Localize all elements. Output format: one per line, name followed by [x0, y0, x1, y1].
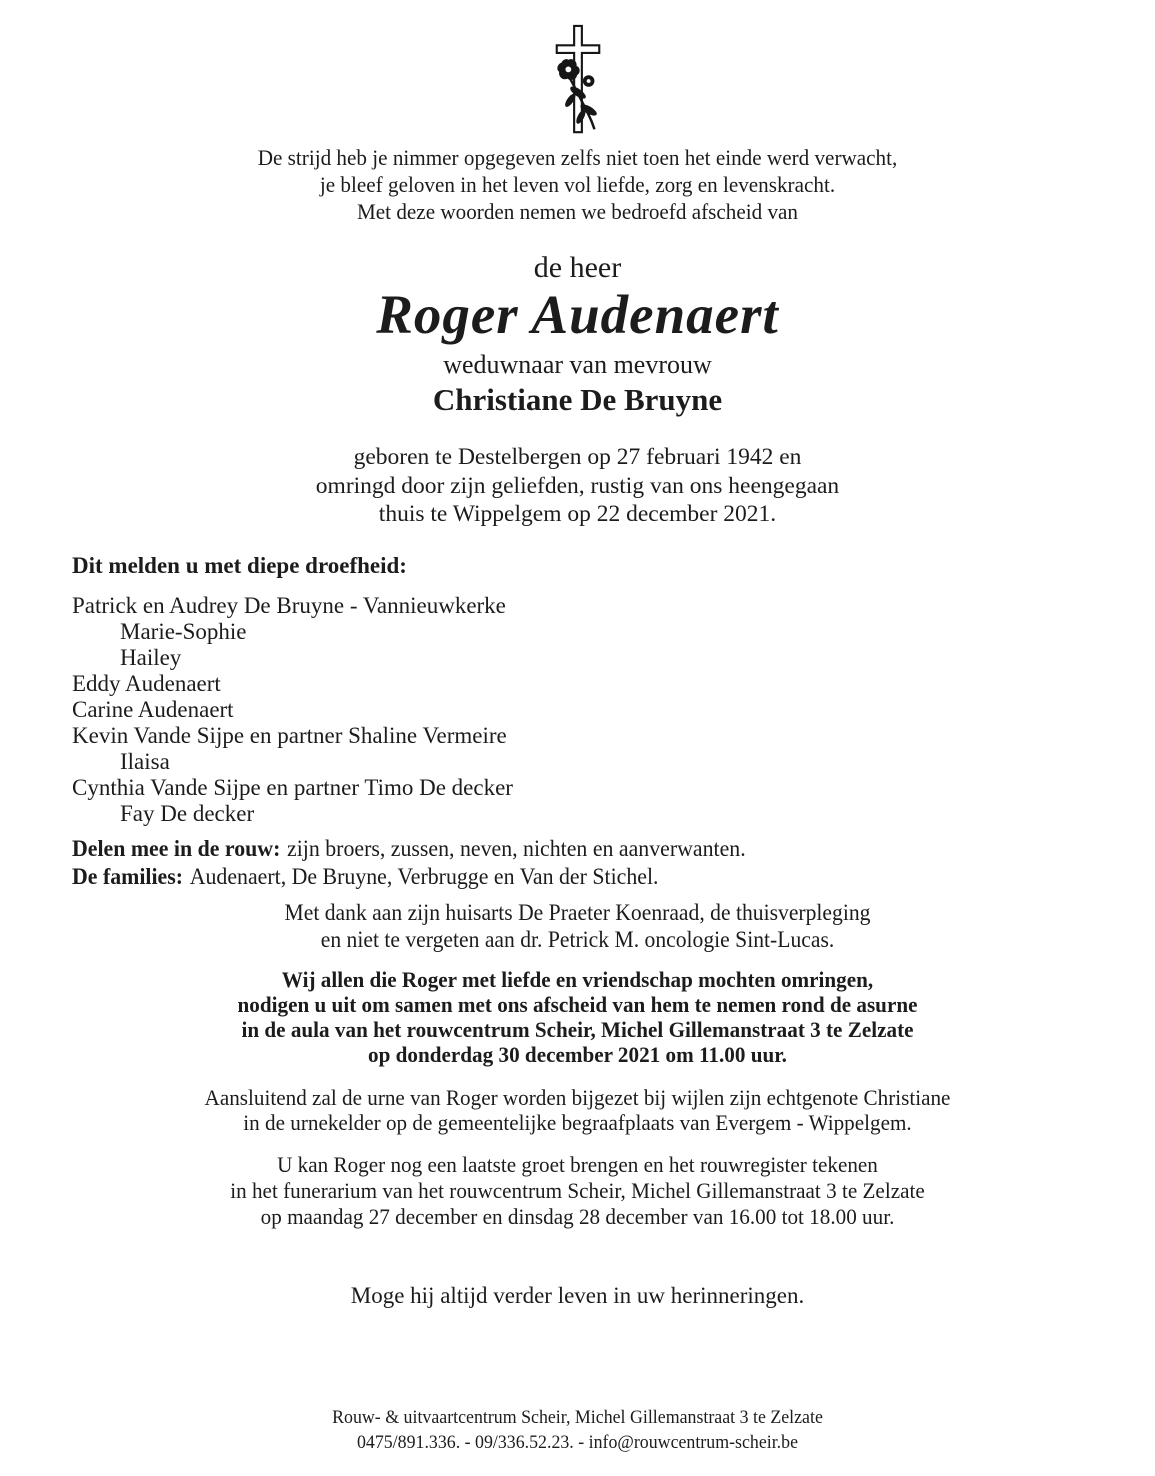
mourning-section	[72, 835, 1155, 891]
spouse-name: Christiane De Bruyne	[432, 382, 723, 417]
family-member: Kevin Vande Sijpe en partner Shaline Vermeire	[72, 722, 507, 748]
visitation-line: op maandag 27 december en dinsdag 28 december van 16.00 tot 18.00 uur.	[260, 1203, 895, 1229]
ceremony-line: op donderdag 30 december 2021 om 11.00 uur.	[368, 1041, 787, 1067]
family-member: Ilaisa	[120, 748, 170, 774]
interment-line: in de urnekelder op de gemeentelijke begraafplaats van Evergem - Wippelgem.	[243, 1110, 912, 1135]
life-line: thuis te Wippelgem op 22 december 2021.	[378, 501, 777, 527]
ceremony-paragraph	[35, 967, 1121, 1067]
families-label: De families:	[72, 863, 184, 889]
family-list	[72, 593, 1155, 827]
mourning-text: zijn broers, zussen, neven, nichten en aanverwanten.	[287, 835, 746, 861]
footer-address-line: Rouw- & uitvaartcentrum Scheir, Michel Gillemanstraat 3 te Zelzate	[332, 1407, 823, 1428]
life-line: omringd door zijn geliefden, rustig van ons heengegaan	[315, 472, 840, 499]
mourning-line	[72, 835, 1101, 863]
ceremony-line: in de aula van het rouwcentrum Scheir, Michel Gillemanstraat 3 te Zelzate	[241, 1016, 914, 1042]
visitation-line: in het funerarium van het rouwcentrum Scheir, Michel Gillemanstraat 3 te Zelzate	[230, 1177, 925, 1203]
thanks-line: en niet te vergeten aan dr. Petrick M. oncologie Sint-Lucas.	[320, 926, 835, 952]
family-member: Marie-Sophie	[120, 618, 247, 644]
families-line	[72, 863, 1101, 891]
family-member: Cynthia Vande Sijpe en partner Timo De decker	[72, 774, 513, 800]
salutation: de heer	[533, 251, 622, 284]
verse-line: je bleef geloven in het leven vol liefde, zorg en levenskracht.	[319, 172, 836, 197]
announcement-heading: Dit melden u met diepe droefheid:	[72, 552, 407, 578]
family-member: Eddy Audenaert	[72, 670, 221, 696]
opening-verse	[35, 144, 1121, 225]
visitation-line: U kan Roger nog een laatste groet brengen en het rouwregister tekenen	[277, 1151, 878, 1177]
family-member: Fay De decker	[120, 800, 255, 826]
verse-line: De strijd heb je nimmer opgegeven zelfs niet toen het einde werd verwacht,	[257, 145, 898, 170]
cross-rose-icon	[0, 0, 1155, 138]
mourning-label: Delen mee in de rouw:	[72, 835, 281, 861]
funeral-home-footer	[35, 1405, 1121, 1455]
ceremony-line: Wij allen die Roger met liefde en vriendschap mochten omringen,	[281, 966, 874, 992]
visitation-paragraph	[35, 1152, 1121, 1230]
interment-line: Aansluitend zal de urne van Roger worden bijgezet bij wijlen zijn echtgenote Christiane	[204, 1084, 951, 1110]
thanks-paragraph	[35, 899, 1121, 953]
verse-line: Met deze woorden nemen we bedroefd afscheid van	[356, 199, 799, 224]
deceased-name: Roger Audenaert	[376, 284, 779, 345]
family-member: Carine Audenaert	[72, 696, 234, 722]
family-member: Hailey	[120, 644, 182, 670]
ceremony-line: nodigen u uit om samen met ons afscheid van hem te nemen rond de asurne	[237, 991, 918, 1017]
life-dates	[0, 443, 1155, 529]
families-text: Audenaert, De Bruyne, Verbrugge en Van der Stichel.	[189, 863, 659, 889]
family-member: Patrick en Audrey De Bruyne - Vannieuwkerke	[72, 592, 506, 618]
interment-paragraph	[35, 1085, 1121, 1136]
footer-contact-line: 0475/891.336. - 09/336.52.23. - info@rouwcentrum-scheir.be	[356, 1432, 799, 1453]
life-line: geboren te Destelbergen op 27 februari 1942 en	[353, 444, 802, 470]
thanks-line: Met dank aan zijn huisarts De Praeter Koenraad, de thuisverpleging	[284, 899, 871, 925]
relation-line: weduwnaar van mevrouw	[443, 350, 712, 379]
closing-line: Moge hij altijd verder leven in uw herinneringen.	[350, 1282, 805, 1308]
